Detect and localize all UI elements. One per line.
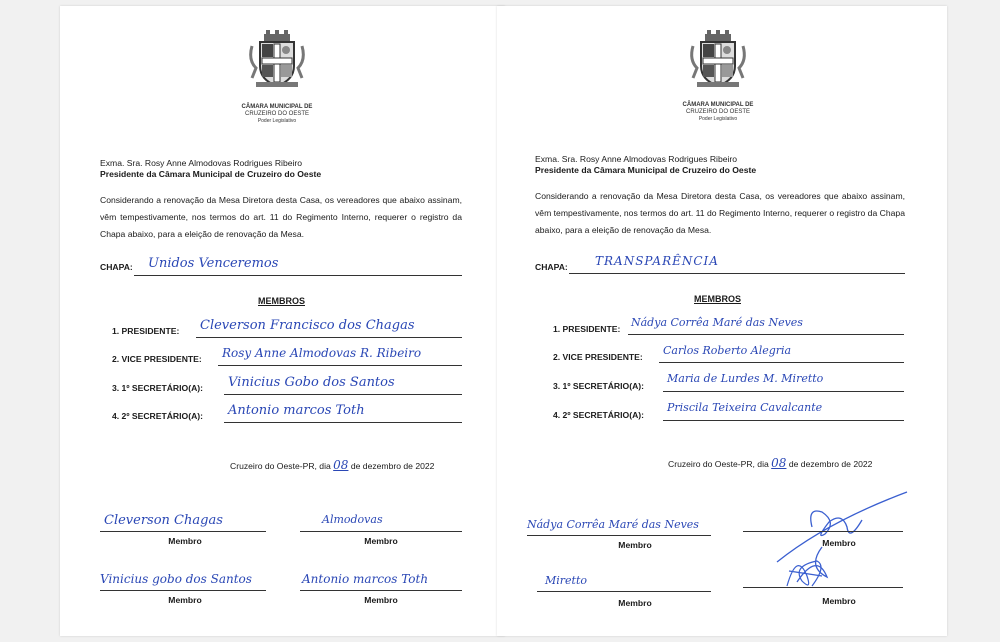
signature-label-4: Membro	[364, 595, 398, 605]
request-paragraph: Considerando a renovação da Mesa Diretora desta Casa, os vereadores que abaixo assinam, vêm tempestivamente, nos termos do art. 11 do Regimento Interno, requerer o registro da Chapa abaixo, para a eleição de renovação da Mesa.	[535, 191, 905, 235]
role-second-secretary-name: Antonio marcos Toth	[228, 403, 365, 418]
municipal-crest-icon	[246, 28, 308, 90]
signature-line-1	[527, 534, 711, 536]
signature-line-1	[100, 530, 266, 532]
institution-name	[217, 104, 337, 125]
addressee-block	[100, 158, 321, 180]
addressee-name: Exma. Sra. Rosy Anne Almodovas Rodrigues Ribeiro	[535, 154, 738, 164]
date-day: 08	[333, 458, 349, 472]
document-page-right	[497, 6, 947, 636]
signature-1: Nádya Corrêa Maré das Neves	[527, 518, 699, 531]
role-president-label: 1. PRESIDENTE:	[112, 326, 180, 336]
role-president-line	[628, 333, 904, 335]
signature-label-2: Membro	[364, 536, 398, 546]
role-president-line	[196, 336, 462, 338]
role-second-secretary-line	[224, 421, 462, 423]
role-first-secretary-line	[663, 390, 904, 392]
role-president-label: 1. PRESIDENTE:	[553, 324, 621, 334]
institution-line3: Poder Legislativo	[257, 118, 297, 124]
signature-4: Antonio marcos Toth	[302, 572, 429, 586]
request-paragraph: Considerando a renovação da Mesa Diretora desta Casa, os vereadores que abaixo assinam, vêm tempestivamente, nos termos do art. 11 do Regimento Interno, requerer o registro da Chapa abaixo, para a eleição de renovação da Mesa.	[100, 195, 462, 239]
role-president-name: Cleverson Francisco dos Chagas	[200, 318, 415, 333]
role-first-secretary-name: Maria de Lurdes M. Miretto	[667, 372, 824, 385]
chapa-label: CHAPA:	[535, 262, 568, 272]
institution-line1: CÂMARA MUNICIPAL DE	[682, 102, 754, 108]
date-prefix: Cruzeiro do Oeste-PR, dia	[230, 461, 331, 471]
role-second-secretary-line	[663, 419, 904, 421]
chapa-underline	[569, 272, 905, 274]
institution-line2: CRUZEIRO DO OESTE	[685, 109, 750, 115]
members-title: MEMBROS	[694, 294, 741, 304]
signature-1: Cleverson Chagas	[104, 513, 223, 528]
role-second-secretary-label: 4. 2º SECRETÁRIO(A):	[112, 411, 203, 421]
signature-line-3	[537, 590, 711, 592]
role-second-secretary-name: Priscila Teixeira Cavalcante	[667, 401, 823, 414]
signature-label-4: Membro	[822, 596, 856, 606]
addressee-block	[535, 154, 756, 176]
institution-name	[658, 102, 778, 123]
addressee-title: Presidente da Câmara Municipal de Cruzeiro do Oeste	[535, 165, 757, 175]
institution-line2: CRUZEIRO DO OESTE	[244, 111, 309, 117]
signature-line-2	[300, 530, 462, 532]
role-vice-label: 2. VICE PRESIDENTE:	[112, 354, 202, 364]
signature-label-2: Membro	[822, 538, 856, 548]
signature-label-1: Membro	[618, 540, 652, 550]
date-suffix: de dezembro de 2022	[788, 459, 873, 469]
role-second-secretary-label: 4. 2º SECRETÁRIO(A):	[553, 410, 644, 420]
role-vice-label: 2. VICE PRESIDENTE:	[553, 352, 643, 362]
signature-line-4	[300, 589, 462, 591]
date-day: 08	[771, 456, 787, 470]
municipal-crest-icon	[687, 28, 749, 90]
chapa-name: TRANSPARÊNCIA	[595, 254, 719, 268]
role-first-secretary-name: Vinicius Gobo dos Santos	[228, 375, 395, 390]
role-first-secretary-label: 3. 1º SECRETÁRIO(A):	[112, 383, 203, 393]
role-vice-line	[659, 361, 904, 363]
document-page-left	[60, 6, 505, 636]
role-first-secretary-line	[224, 393, 462, 395]
chapa-name: Unidos Venceremos	[148, 256, 279, 271]
date-suffix: de dezembro de 2022	[350, 461, 435, 471]
members-title: MEMBROS	[258, 296, 305, 306]
date-line	[230, 458, 434, 472]
role-president-name: Nádya Corrêa Maré das Neves	[631, 316, 803, 329]
addressee-title: Presidente da Câmara Municipal de Cruzeiro do Oeste	[100, 169, 322, 179]
signature-3: Miretto	[545, 574, 588, 587]
signature-label-3: Membro	[168, 595, 202, 605]
addressee-name: Exma. Sra. Rosy Anne Almodovas Rodrigues Ribeiro	[100, 158, 303, 168]
signature-label-1: Membro	[168, 536, 202, 546]
date-prefix: Cruzeiro do Oeste-PR, dia	[668, 459, 769, 469]
chapa-underline	[134, 274, 462, 276]
signature-3: Vinicius gobo dos Santos	[100, 572, 252, 586]
chapa-label: CHAPA:	[100, 262, 133, 272]
date-line	[668, 456, 872, 470]
institution-line1: CÂMARA MUNICIPAL DE	[241, 104, 313, 110]
role-vice-line	[218, 364, 462, 366]
role-vice-name: Carlos Roberto Alegria	[663, 344, 792, 357]
signature-4-scribble	[777, 546, 837, 596]
signature-line-2	[743, 530, 903, 532]
role-vice-name: Rosy Anne Almodovas R. Ribeiro	[222, 346, 422, 360]
signature-2: Almodovas	[322, 513, 383, 526]
institution-line3: Poder Legislativo	[698, 116, 738, 122]
role-first-secretary-label: 3. 1º SECRETÁRIO(A):	[553, 381, 644, 391]
signature-line-3	[100, 589, 266, 591]
signature-line-4	[743, 586, 903, 588]
signature-label-3: Membro	[618, 598, 652, 608]
